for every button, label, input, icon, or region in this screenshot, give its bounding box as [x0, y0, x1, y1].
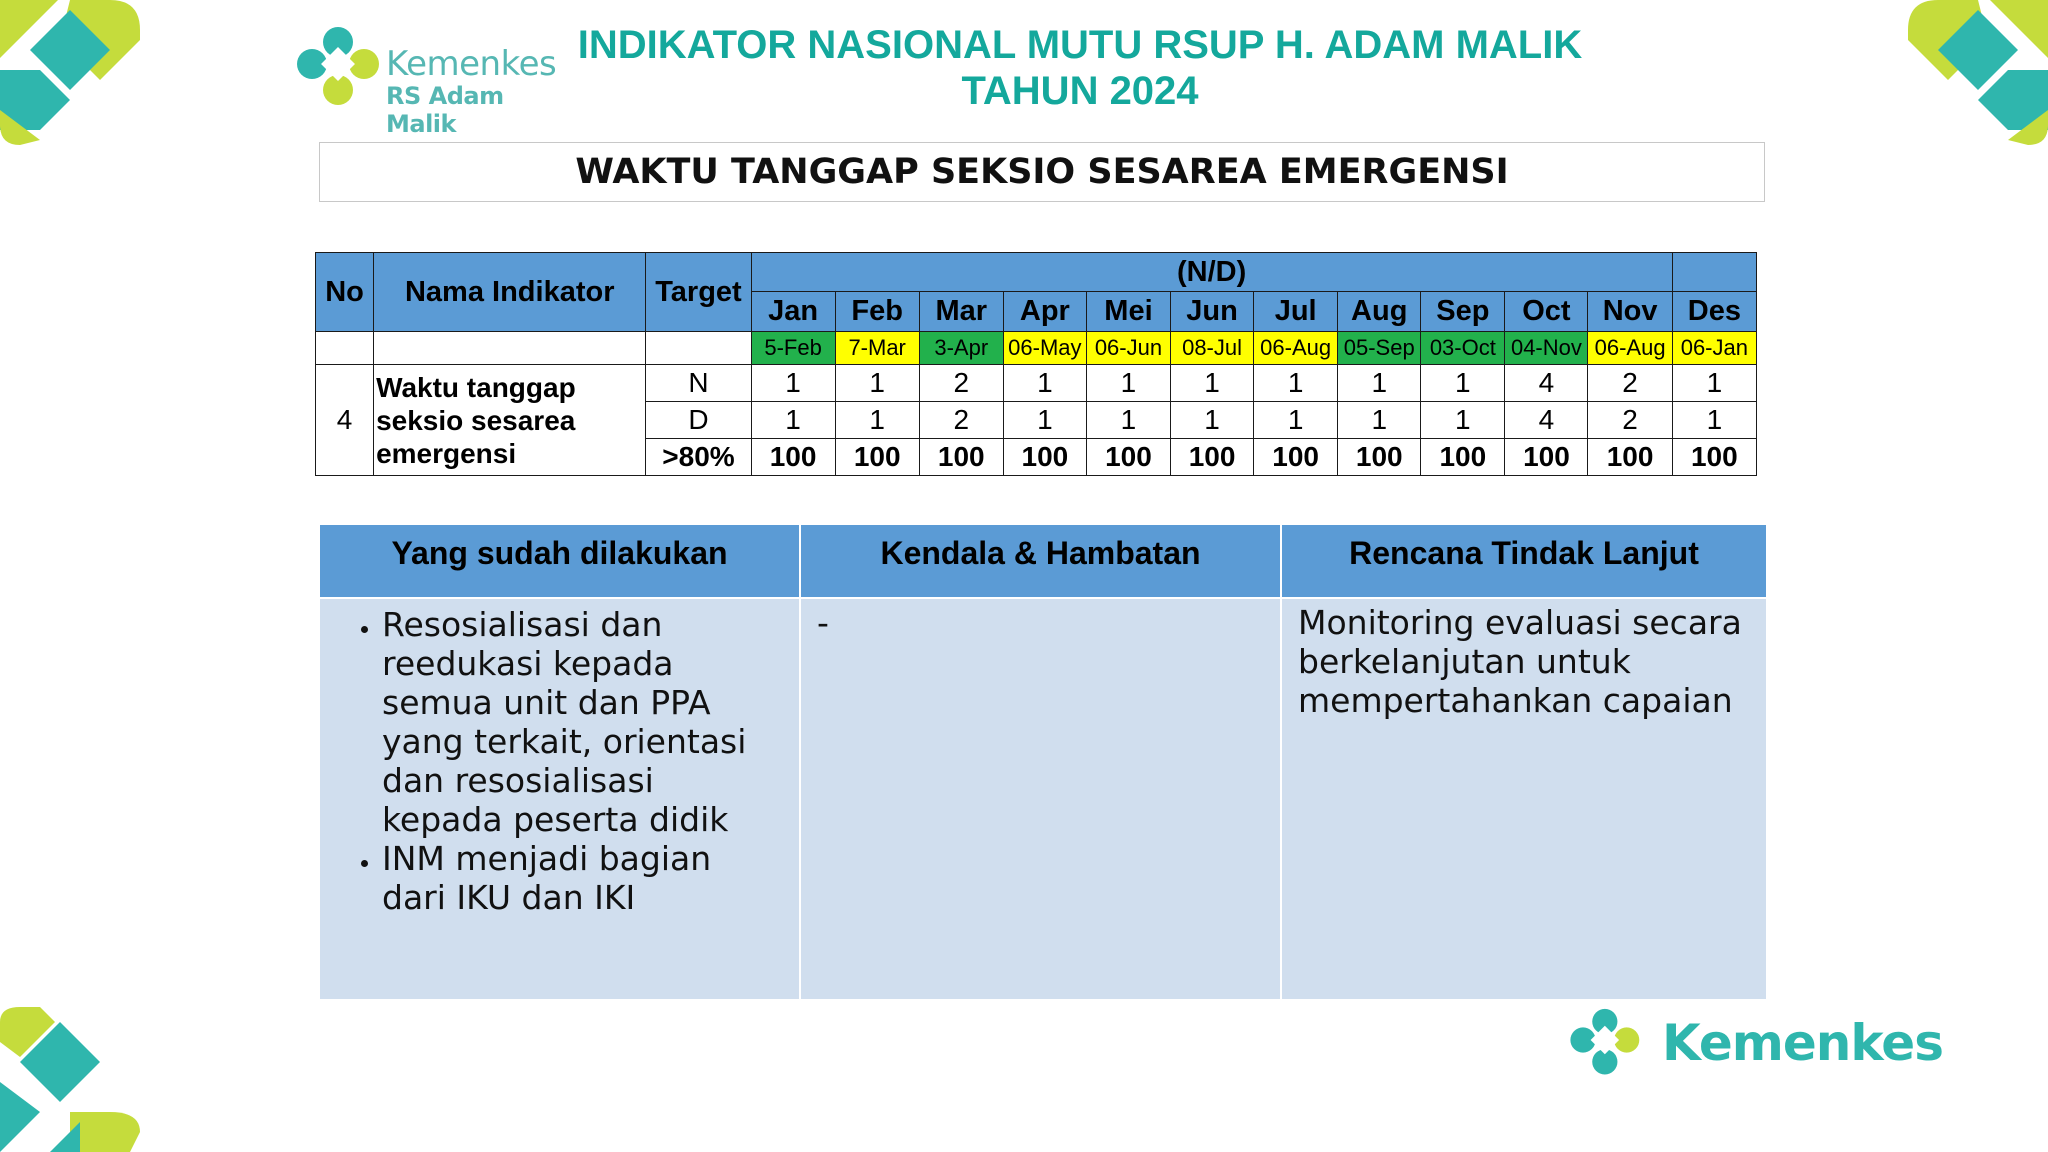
col-header-nd-extra: [1672, 253, 1756, 292]
target-value: >80%: [646, 439, 751, 476]
d-value: 1: [1254, 402, 1338, 439]
col-header-target: Target: [646, 253, 751, 332]
logo-text-kemenkes: Kemenkes: [386, 44, 557, 84]
date-row-blank: [646, 332, 751, 365]
corner-decoration-top-right: [1898, 0, 2048, 150]
percent-value: 100: [1505, 439, 1588, 476]
label-n: N: [646, 365, 751, 402]
col-header-name: Nama Indikator: [374, 253, 646, 332]
done-item: • Resosialisasi dan reedukasi kepada semua unit dan PPA yang terkait, orientasi dan resosialisasi kepada peserta didik: [382, 605, 799, 839]
d-value: 1: [1338, 402, 1421, 439]
done-list-cell: [320, 597, 801, 999]
n-value: 1: [1171, 365, 1254, 402]
indicator-subtitle: WAKTU TANGGAP SEKSIO SESAREA EMERGENSI: [319, 142, 1765, 202]
report-date: 06-Jan: [1672, 332, 1756, 365]
report-date: 03-Oct: [1421, 332, 1505, 365]
corner-decoration-top-left: [0, 0, 150, 150]
d-value: 1: [835, 402, 919, 439]
month-header: Aug: [1338, 292, 1421, 332]
report-date: 04-Nov: [1505, 332, 1588, 365]
month-header: Nov: [1588, 292, 1672, 332]
n-value: 1: [1003, 365, 1086, 402]
percent-value: 100: [1588, 439, 1672, 476]
corner-decoration-bottom-left: [0, 1002, 150, 1152]
date-row-blank: [316, 332, 374, 365]
n-value: 1: [835, 365, 919, 402]
d-value: 1: [1672, 402, 1756, 439]
done-item: • INM menjadi bagian dari IKU dan IKI: [382, 839, 799, 917]
month-header: Jul: [1254, 292, 1338, 332]
d-value: 1: [1171, 402, 1254, 439]
percent-value: 100: [1254, 439, 1338, 476]
d-value: 2: [919, 402, 1003, 439]
month-header: Jan: [751, 292, 835, 332]
n-value: 1: [751, 365, 835, 402]
d-value: 1: [751, 402, 835, 439]
n-value: 1: [1254, 365, 1338, 402]
percent-value: 100: [1171, 439, 1254, 476]
n-value: 1: [1421, 365, 1505, 402]
month-header: Sep: [1421, 292, 1505, 332]
d-value: 1: [1086, 402, 1170, 439]
month-header: Apr: [1003, 292, 1086, 332]
kemenkes-brand-logo: [1562, 996, 1943, 1086]
report-date: 08-Jul: [1171, 332, 1254, 365]
indicator-name-line: seksio sesarea: [376, 404, 576, 436]
report-date: 05-Sep: [1338, 332, 1421, 365]
percent-value: 100: [835, 439, 919, 476]
month-header: Mar: [919, 292, 1003, 332]
percent-value: 100: [1003, 439, 1086, 476]
indicator-table: [315, 252, 1757, 476]
report-date: 5-Feb: [751, 332, 835, 365]
d-value: 4: [1505, 402, 1588, 439]
date-row-blank: [374, 332, 646, 365]
d-value: 1: [1003, 402, 1086, 439]
report-date: 7-Mar: [835, 332, 919, 365]
logo-text-rs: RS Adam Malik: [386, 82, 504, 138]
percent-value: 100: [919, 439, 1003, 476]
month-header: Feb: [835, 292, 919, 332]
n-value: 2: [1588, 365, 1672, 402]
n-value: 1: [1086, 365, 1170, 402]
row-number: 4: [316, 365, 374, 476]
report-date: 06-Jun: [1086, 332, 1170, 365]
header-done: Yang sudah dilakukan: [320, 525, 801, 597]
report-date: 06-Aug: [1254, 332, 1338, 365]
obstacles-cell: -: [801, 597, 1282, 999]
kemenkes-logo-icon: [1562, 998, 1646, 1082]
header-obstacles: Kendala & Hambatan: [801, 525, 1282, 597]
month-header: Oct: [1505, 292, 1588, 332]
n-value: 1: [1338, 365, 1421, 402]
label-d: D: [646, 402, 751, 439]
n-value: 4: [1505, 365, 1588, 402]
month-header: Jun: [1171, 292, 1254, 332]
report-date: 06-Aug: [1588, 332, 1672, 365]
action-panel: [320, 525, 1766, 999]
indicator-name-line: Waktu tanggap: [376, 371, 576, 403]
d-value: 1: [1421, 402, 1505, 439]
month-header: Mei: [1086, 292, 1170, 332]
d-value: 2: [1588, 402, 1672, 439]
kemenkes-logo-icon: [292, 14, 382, 114]
page-title: INDIKATOR NASIONAL MUTU RSUP H. ADAM MALIK: [577, 23, 1583, 67]
kemenkes-rs-logo: [292, 14, 557, 138]
indicator-name: [374, 365, 646, 476]
col-header-nd: (N/D): [751, 253, 1672, 292]
percent-value: 100: [1086, 439, 1170, 476]
n-value: 2: [919, 365, 1003, 402]
col-header-no: No: [316, 253, 374, 332]
percent-value: 100: [1338, 439, 1421, 476]
n-value: 1: [1672, 365, 1756, 402]
header-follow-up: Rencana Tindak Lanjut: [1282, 525, 1766, 597]
report-date: 06-May: [1003, 332, 1086, 365]
percent-value: 100: [751, 439, 835, 476]
month-header: Des: [1672, 292, 1756, 332]
report-date: 3-Apr: [919, 332, 1003, 365]
follow-up-cell: Monitoring evaluasi secara berkelanjutan untuk mempertahankan capaian: [1282, 597, 1766, 999]
kemenkes-wordmark: Kemenkes: [1662, 1014, 1943, 1072]
percent-value: 100: [1672, 439, 1756, 476]
indicator-name-line: emergensi: [376, 437, 517, 469]
percent-value: 100: [1421, 439, 1505, 476]
page-title-year: TAHUN 2024: [961, 69, 1199, 113]
